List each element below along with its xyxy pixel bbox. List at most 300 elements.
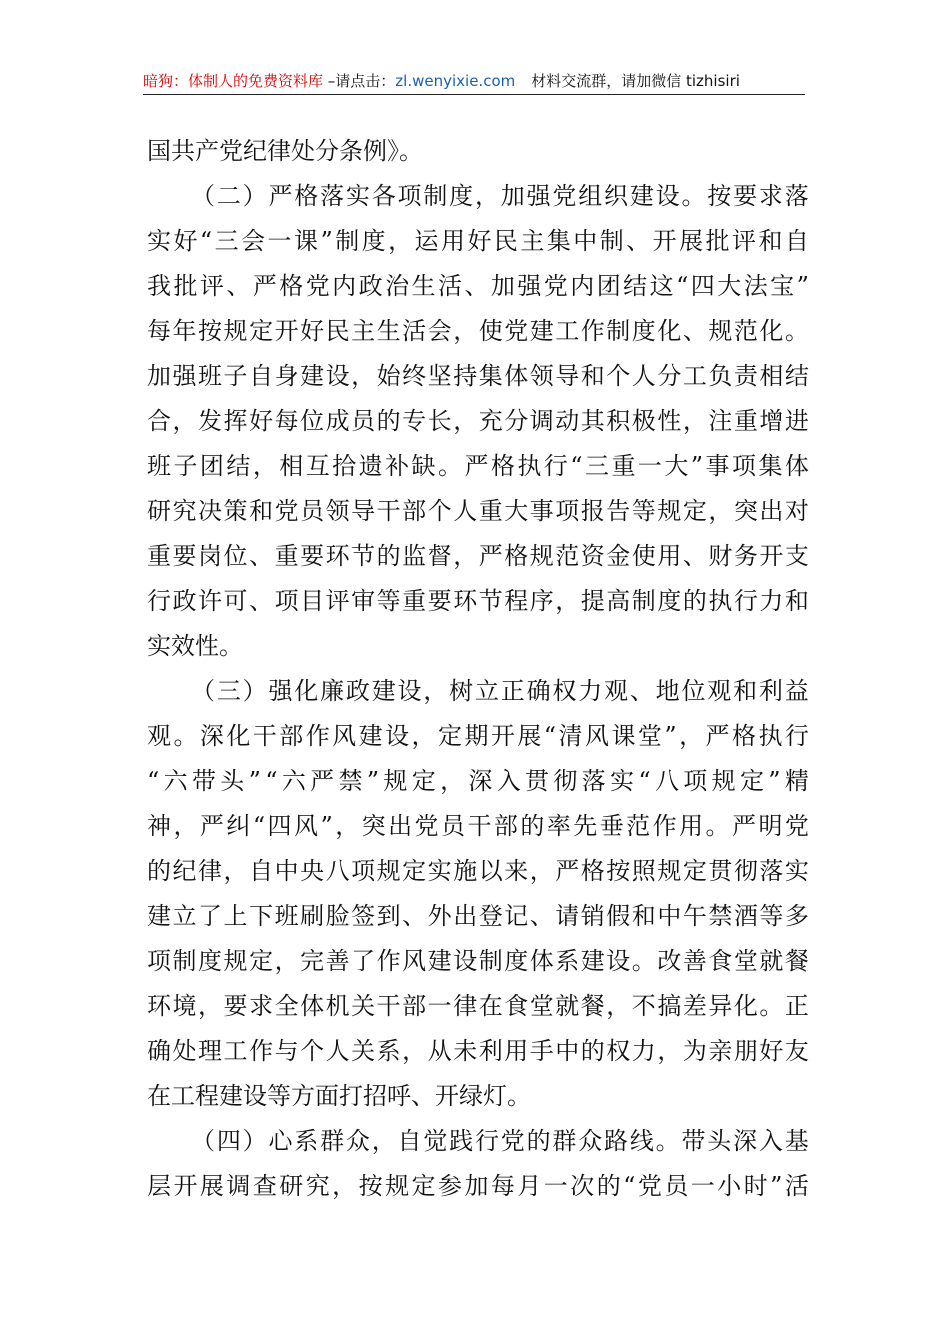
text-char: 重 [478, 497, 503, 525]
text-char: 严 [464, 452, 489, 480]
text-char: 度 [198, 947, 223, 975]
text-char: 党 [274, 497, 299, 525]
text-char: 每 [274, 407, 299, 435]
text-char: 导 [351, 497, 376, 525]
text-char: 制 [172, 947, 197, 975]
text-char: ， [252, 452, 277, 480]
text-char: 亲 [708, 1037, 733, 1065]
text-char: 位 [223, 542, 248, 570]
text-char: 、 [626, 227, 651, 255]
text-char: 层 [147, 1172, 171, 1200]
text-char: 律 [198, 857, 223, 885]
text-char: 一 [637, 452, 662, 480]
text-char: 员 [351, 407, 376, 435]
text-char: 益 [784, 677, 809, 705]
text-char: 践 [449, 1127, 474, 1155]
text-char: 终 [402, 362, 427, 390]
text-char: （ [191, 677, 215, 705]
text-char: 心 [268, 1127, 293, 1155]
text-char: 年 [172, 317, 197, 345]
text-char: 纠 [226, 812, 251, 840]
text-char: 互 [305, 452, 330, 480]
text-char: 、 [249, 542, 274, 570]
text-char: 课 [294, 227, 318, 255]
text-char: ， [657, 1037, 682, 1065]
text-char: 为 [682, 1037, 707, 1065]
text-char: 境 [172, 992, 197, 1020]
text-char: 格 [294, 182, 319, 210]
text-char: 工 [682, 362, 707, 390]
text-char: 体 [529, 947, 554, 975]
text-char: 体 [784, 452, 809, 480]
text-char: 和 [249, 497, 274, 525]
text-char: 自 [397, 1127, 422, 1155]
text-char: 领 [325, 497, 350, 525]
text-char: 织 [604, 182, 628, 210]
text-char: 评 [731, 227, 756, 255]
text-char: 节 [351, 542, 376, 570]
text-char: 朋 [733, 1037, 758, 1065]
text-char: 合 [147, 407, 171, 435]
text-char: 建 [358, 722, 383, 750]
text-char: 好 [249, 407, 274, 435]
text-char: 。 [784, 317, 809, 345]
paragraph-line [147, 444, 809, 489]
text-char: 用 [679, 812, 704, 840]
text-char: 堂 [733, 947, 758, 975]
text-char: 实 [610, 767, 635, 795]
paragraph-line [147, 1119, 809, 1164]
text-char: 一 [427, 992, 452, 1020]
text-char: 建 [147, 902, 171, 930]
text-char: 建 [300, 362, 325, 390]
text-char: 观 [707, 677, 732, 705]
text-char: 确 [526, 677, 551, 705]
text-char: 度 [504, 947, 529, 975]
text-char: 友 [784, 1037, 809, 1065]
text-char: 个 [427, 497, 452, 525]
text-char: 分 [657, 362, 682, 390]
text-char: 报 [580, 497, 605, 525]
text-char: 作 [376, 947, 401, 975]
text-char: 项 [397, 182, 422, 210]
text-char: 各 [371, 182, 396, 210]
text-char: 个 [606, 362, 631, 390]
text-char: 设 [453, 947, 478, 975]
text-char: 利 [758, 677, 783, 705]
text-char: 按 [358, 1172, 383, 1200]
text-char: 注 [708, 407, 733, 435]
text-char: 化 [294, 677, 319, 705]
text-char: 主 [520, 227, 545, 255]
text-char: 评 [325, 587, 350, 615]
text-char: 立 [474, 677, 499, 705]
text-char: 决 [198, 497, 223, 525]
text-char: 群 [552, 1127, 577, 1155]
text-char: ， [453, 542, 478, 570]
text-char: 建 [427, 947, 452, 975]
text-char: 多 [784, 902, 809, 930]
text-char: 刷 [300, 902, 325, 930]
text-char: 一 [690, 1172, 715, 1200]
text-char: 未 [453, 1037, 478, 1065]
text-char: 登 [478, 902, 503, 930]
text-char: 发 [198, 407, 223, 435]
paragraph-line [147, 174, 809, 219]
text-char: 纪 [172, 857, 197, 885]
text-char: 动 [555, 407, 580, 435]
text-char: 好 [467, 227, 492, 255]
text-char: ， [606, 992, 631, 1020]
text-char: 缺 [411, 452, 436, 480]
text-char: 重 [274, 542, 299, 570]
text-char: 开 [652, 227, 677, 255]
text-char: 关 [351, 1037, 376, 1065]
text-char: 要 [223, 992, 248, 1020]
text-char: 环 [147, 992, 171, 1020]
paragraph-line [147, 984, 809, 1029]
text-char: 强 [172, 362, 197, 390]
text-char: 身 [274, 362, 299, 390]
text-char: 实 [784, 857, 809, 885]
text-char: 设 [606, 947, 631, 975]
text-char: 三 [214, 227, 239, 255]
text-char: 八 [654, 767, 679, 795]
text-char: 按 [198, 317, 223, 345]
text-char: 政 [172, 587, 197, 615]
text-char: 群 [320, 1127, 345, 1155]
text-char: 相 [279, 452, 304, 480]
text-char: 长 [427, 407, 452, 435]
text-char: 六 [281, 767, 306, 795]
text-char: 的 [682, 587, 707, 615]
text-char: 严 [555, 857, 580, 885]
text-char: 落 [320, 182, 345, 210]
text-char: 观 [147, 722, 171, 750]
text-char: 了 [198, 902, 223, 930]
text-char: 的 [596, 1172, 621, 1200]
text-char: 突 [361, 812, 386, 840]
text-char: 班 [147, 452, 171, 480]
paragraph-line [147, 489, 809, 534]
text-char: 落 [759, 857, 784, 885]
text-char: 对 [784, 497, 809, 525]
text-char: 、 [226, 272, 251, 300]
text-char: 全 [274, 992, 299, 1020]
text-char: 使 [478, 317, 503, 345]
text-char: 廉 [320, 677, 345, 705]
paragraph-line [147, 219, 809, 264]
text-char: 销 [580, 902, 605, 930]
text-char: 充 [478, 407, 503, 435]
text-char: ” [796, 272, 809, 300]
text-char: 加 [490, 272, 515, 300]
text-char: 干 [376, 992, 401, 1020]
text-char: 的 [526, 1127, 551, 1155]
text-char: 高 [606, 587, 631, 615]
text-char: 照 [631, 857, 656, 885]
text-char: ， [198, 992, 223, 1020]
text-char: 手 [529, 1037, 554, 1065]
text-char: 制 [423, 182, 448, 210]
text-char: ” [248, 767, 261, 795]
text-char: 入 [758, 1127, 783, 1155]
text-char: ， [474, 182, 499, 210]
text-char: 党 [637, 1172, 662, 1200]
text-char: 始 [376, 362, 401, 390]
text-char: 要 [172, 542, 197, 570]
text-char: 出 [388, 812, 413, 840]
text-char: 签 [351, 902, 376, 930]
text-char: 财 [708, 542, 733, 570]
text-char: 深 [733, 1127, 758, 1155]
text-char: 求 [249, 992, 274, 1020]
text-char: 在 [478, 992, 503, 1020]
text-char: 系 [555, 947, 580, 975]
text-char: ” [320, 227, 333, 255]
text-char: 格 [580, 857, 605, 885]
text-char: 强 [526, 182, 551, 210]
text-char: 。 [655, 1127, 680, 1155]
paragraph-line [147, 939, 809, 984]
text-char: 强 [268, 677, 293, 705]
text-char: 序 [529, 587, 554, 615]
text-char: 强 [517, 272, 542, 300]
text-char: 清 [558, 722, 583, 750]
text-char: 等 [631, 497, 656, 525]
text-char: 下 [249, 902, 274, 930]
text-char: 策 [223, 497, 248, 525]
text-char: 开 [490, 722, 515, 750]
text-char: ” [768, 767, 781, 795]
text-char: 。 [681, 182, 706, 210]
text-char: 子 [173, 452, 198, 480]
text-char: 系 [376, 1037, 401, 1065]
text-char: 活 [784, 1172, 809, 1200]
text-char: 范 [626, 812, 651, 840]
text-char: 力 [578, 677, 603, 705]
text-char: 不 [631, 992, 656, 1020]
text-char: 机 [325, 992, 350, 1020]
text-char: 和 [580, 362, 605, 390]
text-char: 规 [657, 497, 682, 525]
text-char: 自 [784, 227, 809, 255]
text-char: 重 [733, 407, 758, 435]
text-char: 律 [453, 992, 478, 1020]
paragraph-line [147, 804, 809, 849]
text-char: 专 [402, 407, 427, 435]
text-char: 拾 [332, 452, 357, 480]
text-char: 建 [629, 182, 654, 210]
text-char: “ [199, 227, 213, 255]
text-char: 规 [711, 767, 736, 795]
text-char: 神 [147, 812, 171, 840]
paragraph-line [147, 759, 809, 804]
text-char: 班 [198, 362, 223, 390]
text-char: 查 [252, 1172, 277, 1200]
text-char: 体 [504, 362, 529, 390]
text-char: 员 [441, 812, 465, 840]
text-char: 积 [606, 407, 631, 435]
text-char: 事 [529, 497, 554, 525]
text-char: 进 [784, 407, 809, 435]
paragraph-line: 国共产党纪律处分条例》。 [147, 137, 423, 165]
text-char: 岗 [198, 542, 223, 570]
text-char: 调 [529, 407, 554, 435]
text-char: 堂 [637, 722, 662, 750]
text-char: 位 [300, 407, 325, 435]
text-char: 个 [300, 1037, 325, 1065]
text-char: 大 [504, 497, 529, 525]
text-char: 用 [504, 1037, 529, 1065]
text-char: 力 [759, 587, 784, 615]
text-char: 会 [241, 227, 266, 255]
text-char: 人 [631, 362, 656, 390]
paragraph-line [147, 579, 809, 624]
text-char: ， [173, 812, 198, 840]
text-char: 贯 [708, 857, 733, 885]
text-char: 用 [441, 227, 465, 255]
text-char: 关 [351, 992, 376, 1020]
text-char: 八 [325, 857, 350, 885]
text-char: 负 [708, 362, 733, 390]
paragraph-line [147, 1164, 809, 1209]
text-char: 建 [580, 947, 605, 975]
text-char: 善 [325, 947, 350, 975]
text-char: 执 [708, 587, 733, 615]
text-char: 环 [325, 542, 350, 570]
text-char: 格 [279, 272, 304, 300]
text-char: 权 [552, 677, 577, 705]
text-char: 了 [351, 947, 376, 975]
text-char: 规 [657, 857, 682, 885]
text-char: 开 [173, 1172, 198, 1200]
text-char: 按 [606, 857, 631, 885]
text-char: 员 [300, 497, 325, 525]
text-char: 作 [652, 812, 677, 840]
text-char: 坚 [427, 362, 452, 390]
text-char: 定 [249, 947, 274, 975]
text-char: ” [690, 452, 704, 480]
text-char: 基 [784, 1127, 809, 1155]
text-char: 加 [464, 1172, 489, 1200]
text-char: 政 [345, 677, 370, 705]
text-char: 持 [453, 362, 478, 390]
text-char: 究 [172, 497, 197, 525]
text-char: 风 [584, 722, 609, 750]
text-char: 每 [147, 317, 171, 345]
text-char: “ [676, 272, 689, 300]
text-char: 行 [784, 722, 809, 750]
text-char: 度 [657, 587, 682, 615]
text-char: 评 [199, 272, 224, 300]
header-url-link[interactable]: zl.wenyixie.com [395, 72, 516, 90]
text-char: 求 [758, 182, 783, 210]
text-char: 项 [274, 587, 299, 615]
text-char: 利 [478, 1037, 503, 1065]
text-char: 性 [657, 407, 682, 435]
text-char: 金 [606, 542, 631, 570]
text-char: 程 [504, 587, 529, 615]
text-char: 的 [147, 857, 171, 885]
text-char: 规 [383, 767, 408, 795]
text-char: 规 [385, 1172, 410, 1200]
text-char: 制 [478, 947, 503, 975]
text-char: 设 [655, 182, 680, 210]
text-char: 批 [705, 227, 730, 255]
text-char: 每 [490, 1172, 515, 1200]
text-char: 度 [449, 182, 474, 210]
text-char: 、 [402, 902, 427, 930]
text-char: 觉 [423, 1127, 448, 1155]
text-char: 按 [707, 182, 732, 210]
text-char: 规 [708, 317, 733, 345]
text-char: 搞 [657, 992, 682, 1020]
text-char: 干 [252, 722, 277, 750]
text-char: 党 [500, 1127, 525, 1155]
text-char: 权 [606, 1037, 631, 1065]
text-char: 团 [199, 452, 224, 480]
text-char: 提 [580, 587, 605, 615]
text-char: ” [366, 767, 380, 795]
text-char: 实 [345, 182, 370, 210]
text-char: 督 [427, 542, 452, 570]
text-char: 集 [758, 452, 783, 480]
text-char: 其 [580, 407, 605, 435]
text-char: 的 [376, 542, 401, 570]
text-char: 异 [708, 992, 733, 1020]
text-char: ， [411, 722, 436, 750]
text-char: 究 [305, 1172, 330, 1200]
text-char: 假 [606, 902, 631, 930]
text-char: ） [242, 1127, 267, 1155]
text-char: 团 [596, 272, 621, 300]
text-char: 定 [411, 1172, 436, 1200]
text-char: 子 [223, 362, 248, 390]
text-char: 定 [437, 722, 462, 750]
text-char: 。 [437, 452, 462, 480]
text-char: 实 [147, 227, 171, 255]
text-char: 格 [731, 722, 756, 750]
text-char: 带 [681, 1127, 706, 1155]
text-char: 四 [267, 812, 292, 840]
text-char: 深 [468, 767, 493, 795]
text-char: 运 [414, 227, 439, 255]
text-char: 禁 [338, 767, 363, 795]
text-char: 规 [223, 947, 248, 975]
text-char: 目 [300, 587, 325, 615]
text-char: 垂 [599, 812, 624, 840]
text-char: 善 [682, 947, 707, 975]
text-char: 党 [305, 272, 330, 300]
text-char: 自 [249, 857, 274, 885]
text-char: 部 [402, 992, 427, 1020]
text-char: 度 [361, 227, 386, 255]
text-char: 。 [759, 992, 784, 1020]
text-char: 结 [784, 362, 809, 390]
text-char: 遗 [358, 452, 383, 480]
paragraph-line [147, 669, 809, 714]
text-char: 明 [758, 812, 783, 840]
text-char: 和 [733, 677, 758, 705]
text-char: 严 [478, 542, 503, 570]
text-char: 加 [147, 362, 171, 390]
text-char: 开 [274, 317, 299, 345]
text-char: 批 [173, 272, 198, 300]
text-char: “ [623, 1172, 636, 1200]
paragraph-line [147, 264, 809, 309]
text-char: 内 [570, 272, 595, 300]
